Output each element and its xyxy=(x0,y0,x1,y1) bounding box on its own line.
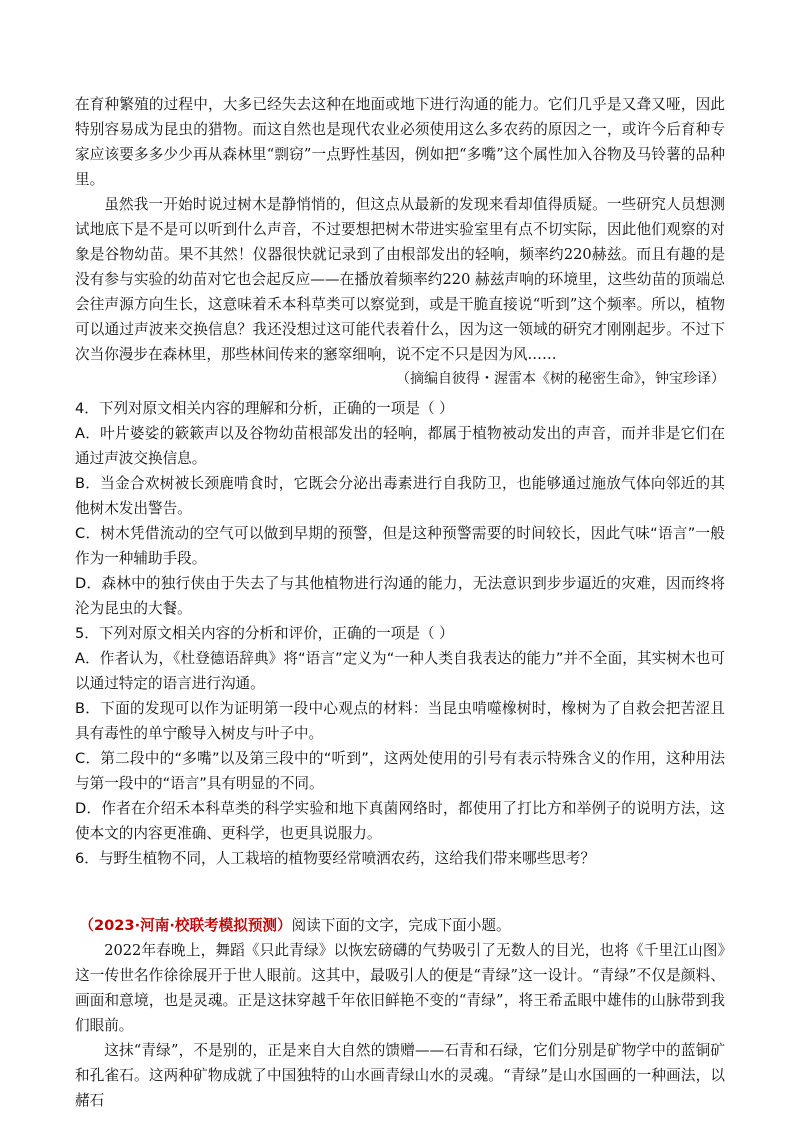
question-5-option-c: C．第二段中的“多嘴”以及第三段中的“听到”，这两处使用的引号有表示特殊含义的作用，这种用法与第一段中的“语言”具有明显的不同。 xyxy=(75,750,725,792)
passage2-intro xyxy=(75,913,725,938)
question-4-option-d: D．森林中的独行侠由于失去了与其他植物进行沟通的能力，无法意识到步步逼近的灾难，因而终将沦为昆虫的大餐。 xyxy=(75,575,725,617)
question-4-option-a: A．叶片婆娑的簌簌声以及谷物幼苗根部发出的轻响，都属于植物被动发出的声音，而并非是它们在通过声波交换信息。 xyxy=(75,425,725,467)
question-4-option-b: B．当金合欢树被长颈鹿啃食时，它既会分泌出毒素进行自我防卫，也能够通过施放气体向邻近的其他树木发出警告。 xyxy=(75,475,725,517)
section-spacer xyxy=(75,871,725,913)
question-6 xyxy=(75,846,725,871)
question-4 xyxy=(75,396,725,621)
source-tag: （2023·河南·校联考模拟预测） xyxy=(79,917,292,934)
passage2-paragraph-2: 这抹“青绿”，不是别的，正是来自大自然的馈赠——石青和石绿，它们分别是矿物学中的蓝铜矿和孔雀石。这两种矿物成就了中国独特的山水画青绿山水的灵魂。“青绿”是山水国画的一种画法，以赭石 xyxy=(75,1042,725,1109)
passage1-paragraph-1: 在育种繁殖的过程中，大多已经失去这种在地面或地下进行沟通的能力。它们几乎是又聋又哑，因此特别容易成为昆虫的猎物。而这自然也是现代农业必须使用这么多农药的原因之一，或许今后育种专家应该要多多少少再从森林里“剽窃”一点野性基因，例如把“多嘴”这个属性加入谷物及马铃薯的品种里。 xyxy=(75,96,725,188)
passage1-source: （摘编自彼得・渥雷本《树的秘密生命》，钟宝珍译） xyxy=(396,371,725,387)
passage2-paragraph-1: 2022年春晚上，舞蹈《只此青绿》以恢宏磅礴的气势吸引了无数人的目光，也将《千里江山图》这一传世名作徐徐展开于世人眼前。这其中，最吸引人的便是“青绿”这一设计。“青绿”不仅是颜料、画面和意境，也是灵魂。正是这抹穿越千年依旧鲜艳不变的“青绿”，将王希孟眼中雄伟的山脉带到我们眼前。 xyxy=(75,942,725,1034)
question-5-option-b: B．下面的发现可以作为证明第一段中心观点的材料：当昆虫啃噬橡树时，橡树为了自救会把苦涩且具有毒性的单宁酸导入树皮与叶子中。 xyxy=(75,700,725,742)
question-6-stem: 6．与野生植物不同，人工栽培的植物要经常喷洒农药，这给我们带来哪些思考？ xyxy=(75,850,596,867)
question-5-option-d: D．作者在介绍禾本科草类的科学实验和地下真菌网络时，都使用了打比方和举例子的说明方法，这使本文的内容更准确、更科学，也更具说服力。 xyxy=(75,800,725,842)
question-5-option-a: A．作者认为，《杜登德语辞典》将“语言”定义为“一种人类自我表达的能力”并不全面，其实树木也可以通过特定的语言进行沟通。 xyxy=(75,650,725,692)
question-4-stem: 4．下列对原文相关内容的理解和分析，正确的一项是（ ） xyxy=(75,400,454,417)
passage1-paragraph-2: 虽然我一开始时说过树木是静悄悄的，但这点从最新的发现来看却值得质疑。一些研究人员想测试地底下是不是可以听到什么声音，不过要想把树木带进实验室里有点不切实际，因此他们观察的对象是谷物幼苗。果不其然！仪器很快就记录到了由根部发出的轻响，频率约220赫兹。而且有趣的是没有参与实验的幼苗对它也会起反应——在播放着频率约220 赫兹声响的环境里，这些幼苗的顶端总会往声源方向生长，这意味着禾本科草类可以察觉到，或是干脆直接说“听到”这个频率。所以，植物可以通过声波来交换信息？我还没想过这可能代表着什么，因为这一领域的研究才刚刚起步。不过下次当你漫步在森林里，那些林间传来的窸窣细响，说不定不只是因为风…… xyxy=(75,196,725,363)
document-content xyxy=(75,92,725,1113)
question-4-option-c: C．树木凭借流动的空气可以做到早期的预警，但是这种预警需要的时间较长，因此气味“语言”一般作为一种辅助手段。 xyxy=(75,525,725,567)
question-5 xyxy=(75,621,725,846)
question-5-stem: 5．下列对原文相关内容的分析和评价，正确的一项是（ ） xyxy=(75,625,454,642)
passage2-instruction: 阅读下面的文字，完成下面小题。 xyxy=(291,917,511,934)
